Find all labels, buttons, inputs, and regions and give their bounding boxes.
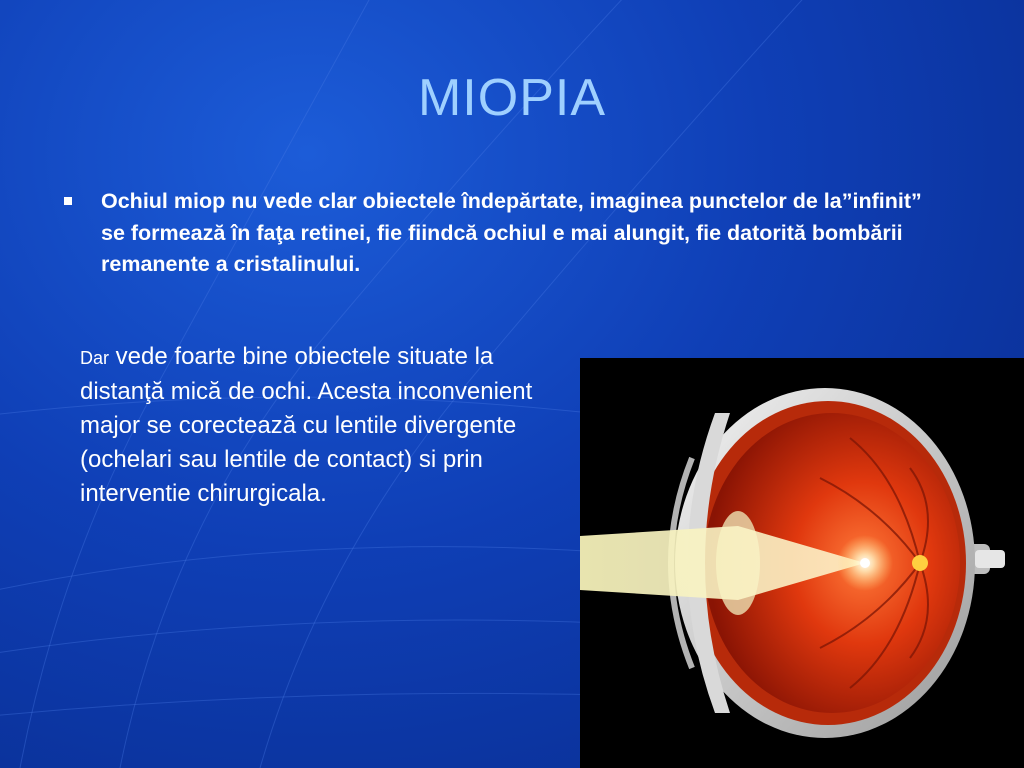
eye-image [580, 358, 1024, 768]
bullet-text: Ochiul miop nu vede clar obiectele îndepărtate, imaginea punctelor de la”infinit” se formează în faţa retinei, fie fiindcă ochiul e mai alungit, fie datorită bombării remanente a cristalinului. [101, 189, 922, 276]
bullet-item [60, 186, 940, 281]
paragraph-lead: Dar [80, 348, 110, 368]
eye-cross-section-icon [580, 358, 1024, 768]
body-paragraph [80, 340, 580, 511]
paragraph-text: vede foarte bine obiectele situate la distanţă mică de ochi. Acesta inconvenient major se corectează cu lentile divergente (ochelari sau lentile de contact) si prin interventie chirurgicala. [80, 343, 533, 507]
slide-title: MIOPIA [417, 69, 607, 127]
square-bullet-icon [64, 197, 72, 205]
